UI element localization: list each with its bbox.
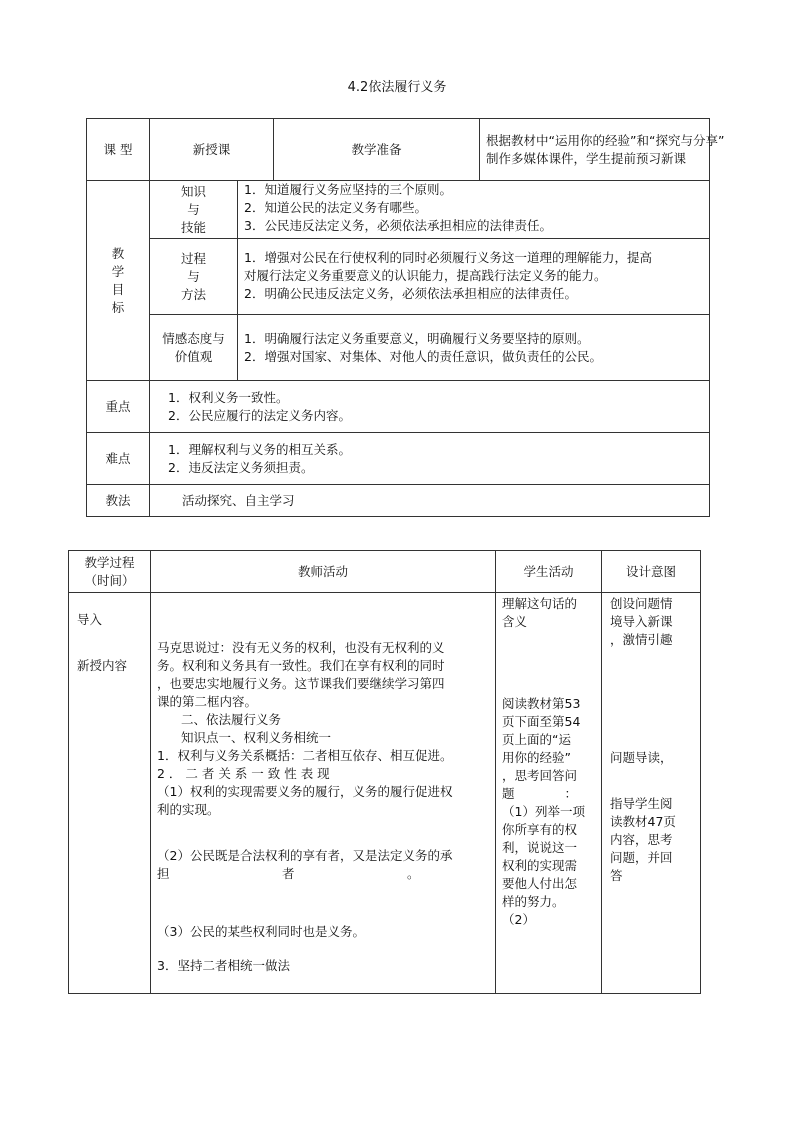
student-activity: 理解这句话的 含义 阅读教材第53 页下面至第54 页上面的“运 用你的经验” ，思考回答问 题 ： （1）列举一项 你所享有的权 利，说说这一 权利的实现需 要他人付出怎 样的努力。 （2） — [496, 593, 602, 994]
header-process: 教学过程 （时间） — [69, 551, 151, 593]
knowledge-items: 1．知道履行义务应坚持的三个原则。 2．知道公民的法定义务有哪些。 3．公民违反法定义务，必须依法承担相应的法律责任。 — [238, 181, 710, 239]
process-table — [68, 550, 701, 994]
method-value: 活动探究、自主学习 — [150, 485, 710, 517]
doc-title: 4.2依法履行义务 — [347, 80, 447, 95]
time-cell — [69, 593, 151, 994]
method-label: 教法 — [87, 485, 150, 517]
key-label: 重点 — [87, 381, 150, 433]
teacher-activity: 马克思说过：没有无义务的权利，也没有无权利的义 务。权利和义务具有一致性。我们在享有权利的同时 ，也要忠实地履行义务。这节课我们要继续学习第四 课的第二框内容。 二、依法履行义务 知识点一、权利义务相统一 1．权利与义务关系概括：二者相互依存、相互促进。 2 ． 二 者 关 系 一 致 性 表 现 （1）权利的实现需要义务的履行，义务的履行促进权 利的实现。 （2）公民既是合法权利的享有者，又是法定义务的承 担 者 。 （3）公民的某些权利同时也是义务。 3．坚持二者相统一做法 — [151, 593, 496, 994]
header-student: 学生活动 — [496, 551, 602, 593]
key-items: 1．权利义务一致性。 2．公民应履行的法定义务内容。 — [150, 381, 710, 433]
time-item: 新授内容 — [77, 658, 128, 673]
prep-content: 根据教材中“运用你的经验”和“探究与分享” 制作多媒体课件，学生提前预习新课 — [480, 119, 710, 181]
process-items: 1．增强对公民在行使权利的同时必须履行义务这一道理的理解能力，提高 对履行法定义务重要意义的认识能力，提高践行法定义务的能力。 2．明确公民违反法定义务，必须依法承担相应的法律责任。 — [238, 239, 710, 315]
lesson-type-value: 新授课 — [150, 119, 274, 181]
knowledge-label: 知识 与 技能 — [150, 181, 238, 239]
time-item: 导入 — [77, 612, 103, 627]
emotion-items: 1．明确履行法定义务重要意义，明确履行义务要坚持的原则。 2．增强对国家、对集体、对他人的责任意识，做负责任的公民。 — [238, 315, 710, 381]
lesson-plan-table — [86, 118, 725, 517]
design-intent: 创设问题情 境导入新课 ，激情引趣 问题导读， 指导学生阅 读教材47页 内容，思考 问题，并回 答 — [602, 593, 701, 994]
emotion-label: 情感态度与 价值观 — [150, 315, 238, 381]
difficult-items: 1．理解权利与义务的相互关系。 2．违反法定义务须担责。 — [150, 433, 710, 485]
difficult-label: 难点 — [87, 433, 150, 485]
process-label: 过程 与 方法 — [150, 239, 238, 315]
header-teacher: 教师活动 — [151, 551, 496, 593]
lesson-type-label: 课 型 — [87, 119, 150, 181]
goals-label: 教 学 目 标 — [87, 181, 150, 381]
prep-label: 教学准备 — [274, 119, 480, 181]
header-design: 设计意图 — [602, 551, 701, 593]
